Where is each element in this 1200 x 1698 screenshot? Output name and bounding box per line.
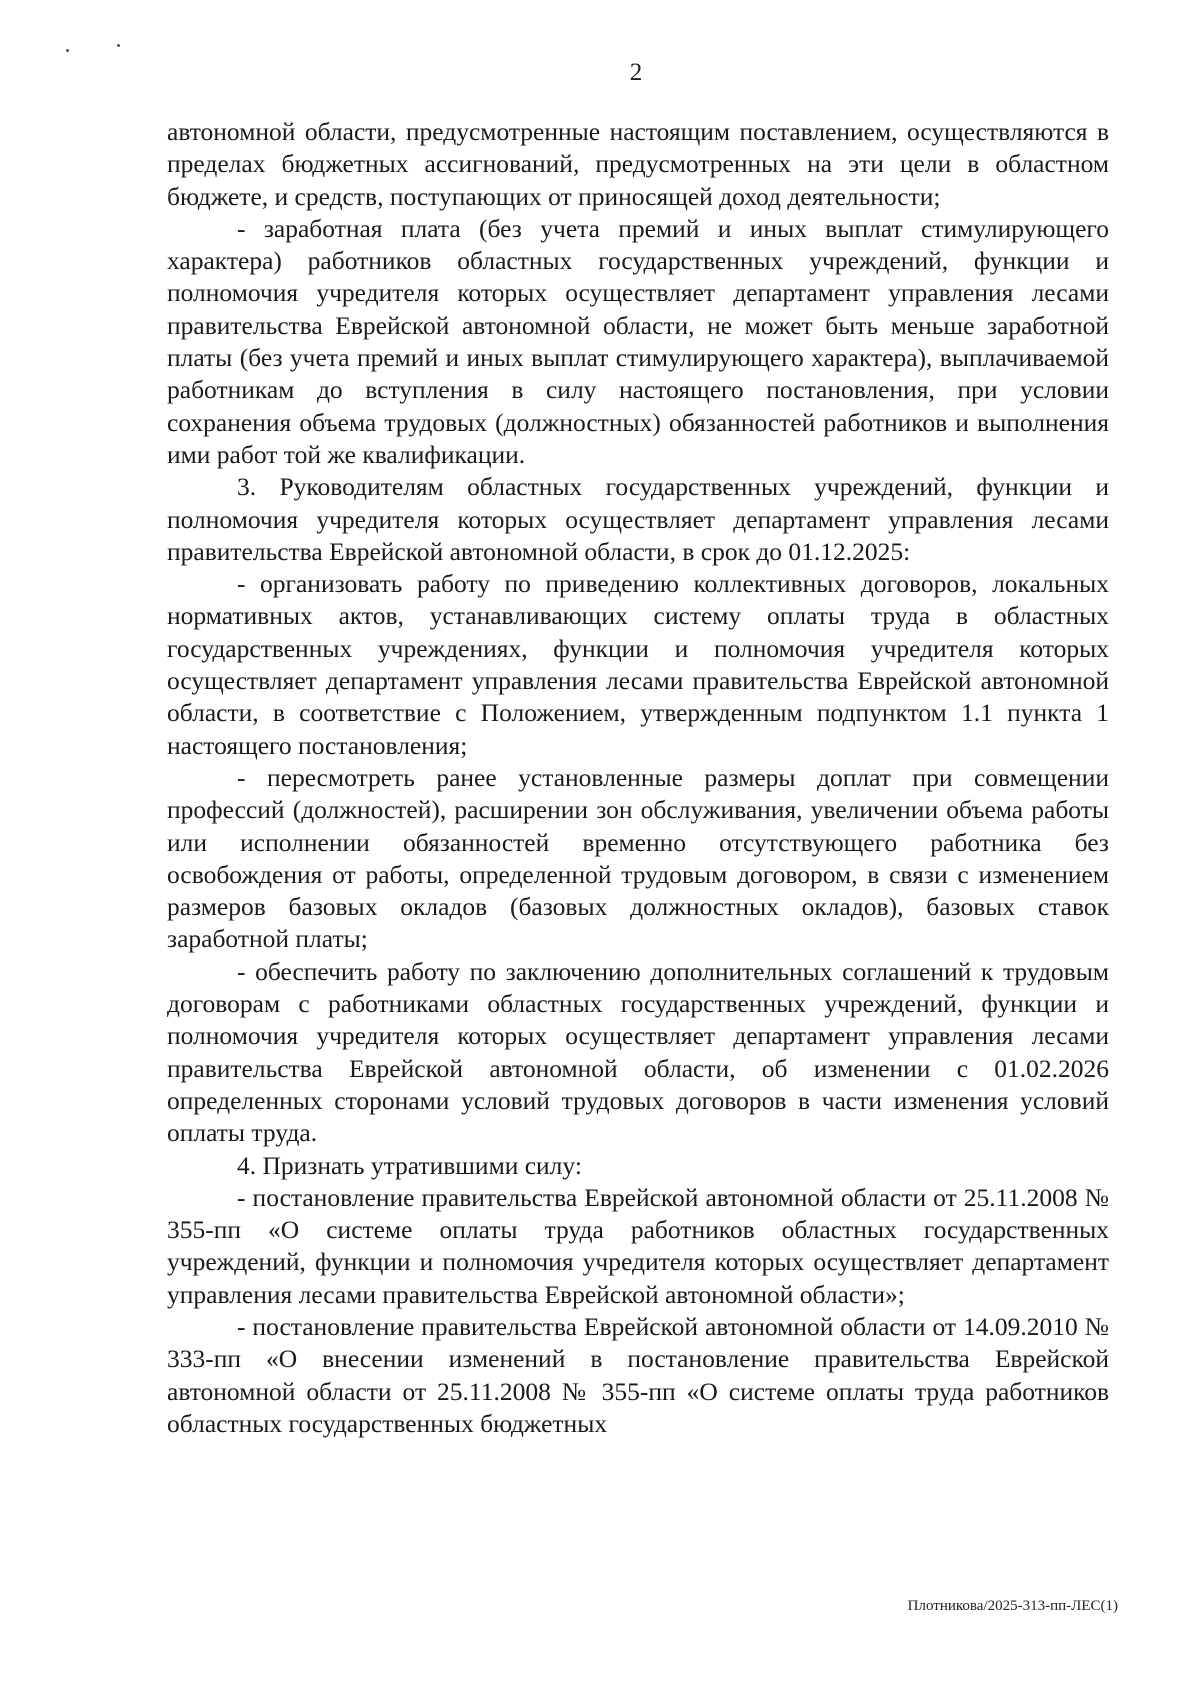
paragraph: - постановление правительства Еврейской автономной области от 14.09.2010 № 333-пп «О внесении изменений в постановление правительства Еврейской автономной области от 25.11.2008 № 355-пп «О системе оплаты труда работников областных государственных бюджетных bbox=[167, 1311, 1109, 1438]
scan-speck bbox=[66, 49, 69, 52]
paragraph: - организовать работу по приведению коллективных договоров, локальных нормативных актов, устанавливающих систему оплаты труда в областных государственных учреждениях, функции и полномочия учредителя которых осуществляет департамент управления лесами правительства Еврейской автономной области, в соответствие с Положением, утвержденным подпунктом 1.1 пункта 1 настоящего постановления; bbox=[167, 569, 1109, 760]
paragraph: 4. Признать утратившими силу: bbox=[237, 1150, 582, 1180]
document-body bbox=[167, 116, 1109, 1440]
paragraph: автономной области, предусмотренные настоящим поставлением, осуществляются в пределах бюджетных ассигнований, предусмотренных на эти цели в областном бюджете, и средств, поступающих от приносящей доход деятельности; bbox=[167, 117, 1109, 211]
paragraph: - обеспечить работу по заключению дополнительных соглашений к трудовым договорам с работниками областных государственных учреждений, функции и полномочия учредителя которых осуществляет департамент управления лесами правительства Еврейской автономной области, об изменении с 01.02.2026 определенных сторонами условий трудовых договоров в части изменения условий оплаты труда. bbox=[167, 956, 1109, 1148]
footer-document-reference: Плотникова/2025-313-пп-ЛЕС(1) bbox=[907, 1598, 1118, 1614]
paragraph: - постановление правительства Еврейской автономной области от 25.11.2008 № 355-пп «О системе оплаты труда работников областных государственных учреждений, функции и полномочия учредителя которых осуществляет департамент управления лесами правительства Еврейской автономной области»; bbox=[167, 1182, 1109, 1309]
scan-speck bbox=[117, 44, 120, 47]
paragraph: - пересмотреть ранее установленные размеры доплат при совмещении профессий (должностей), расширении зон обслуживания, увеличении объема работы или исполнении обязанностей временно отсутствующего работника без освобождения от работы, определенной трудовым договором, в связи с изменением размеров базовых окладов (базовых должностных окладов), базовых ставок заработной платы; bbox=[167, 762, 1109, 954]
paragraph: 3. Руководителям областных государственных учреждений, функции и полномочия учредителя которых осуществляет департамент управления лесами правительства Еврейской автономной области, в срок до 01.12.2025: bbox=[167, 472, 1109, 566]
paragraph: - заработная плата (без учета премий и иных выплат стимулирующего характера) работников областных государственных учреждений, функции и полномочия учредителя которых осуществляет департамент управления лесами правительства Еврейской автономной области, не может быть меньше заработной платы (без учета премий и иных выплат стимулирующего характера), выплачиваемой работникам до вступления в силу настоящего постановления, при условии сохранения объема трудовых (должностных) обязанностей работников и выполнения ими работ той же квалификации. bbox=[167, 213, 1109, 469]
page-number: 2 bbox=[629, 59, 643, 86]
